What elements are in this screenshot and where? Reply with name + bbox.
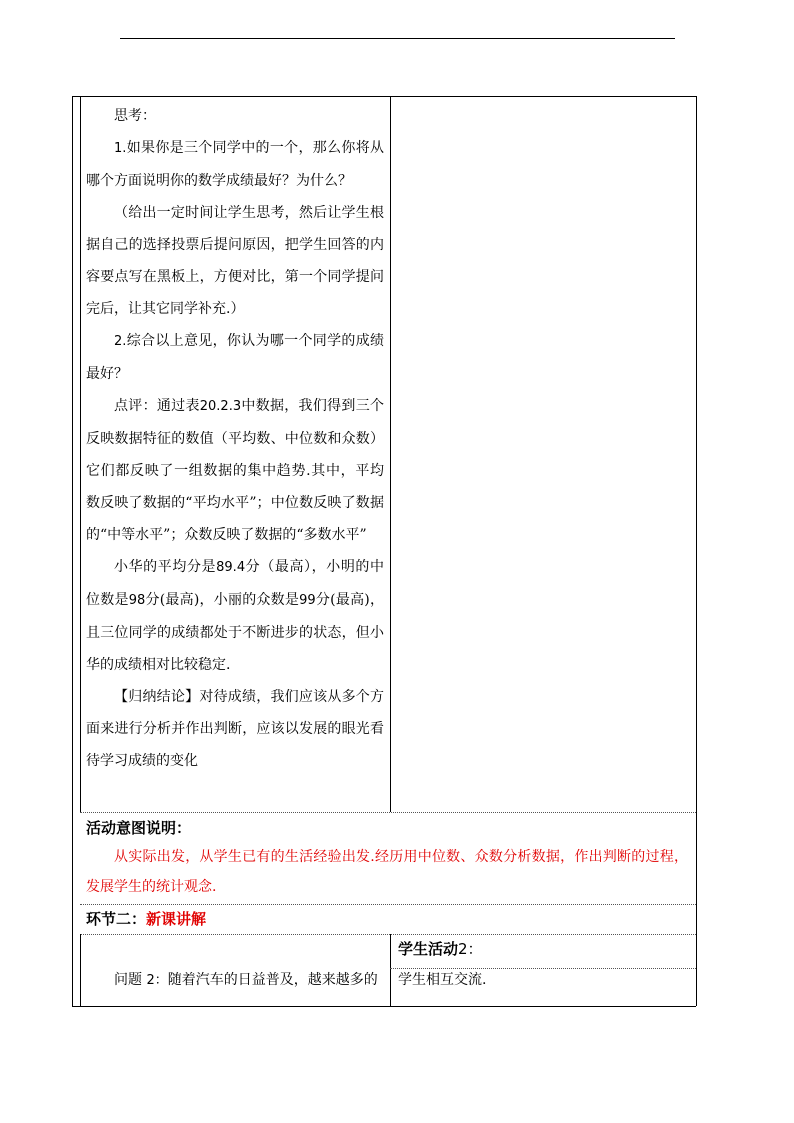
header-rule	[120, 38, 675, 39]
intent-title: 活动意图说明：	[86, 819, 192, 837]
problem-2: 问题 2：随着汽车的日益普及，越来越多的	[114, 972, 378, 988]
intent-text: 从实际出发，从学生已有的生活经验出发.经历用中位数、众数分析数据，作出判断的过程，发展学生的统计观念.	[86, 849, 688, 895]
think-label: 思考：	[114, 108, 156, 124]
table-left-border	[72, 96, 73, 1006]
student-activity-text: 学生相互交流.	[398, 972, 487, 988]
section2-heading: 环节二：新课讲解	[86, 910, 207, 928]
intent-bottom-dotted	[80, 904, 696, 905]
table-bottom-border	[72, 1006, 696, 1007]
left-cell	[86, 100, 384, 777]
table-top-border	[72, 96, 696, 97]
row1-bottom-dotted	[80, 812, 696, 813]
section2-bottom-dotted	[80, 934, 696, 935]
bottom-inner-left-border	[80, 934, 81, 1006]
row1-inner-left-border	[80, 96, 81, 812]
row1-right-border	[696, 96, 697, 812]
conclusion: 【归纳结论】对待成绩，我们应该从多个方面来进行分析并作出判断，应该以发展的眼光看待学习成绩的变化	[86, 689, 385, 769]
teacher-note: （给出一定时间让学生思考，然后让学生根据自己的选择投票后提问原因，把学生回答的内容要点写在黑板上，方便对比，第一个同学提问完后，让其它同学补充.）	[86, 205, 384, 317]
bottom-column-divider	[390, 934, 391, 1006]
comment-paragraph: 点评：通过表20.2.3中数据，我们得到三个反映数据特征的数值（平均数、中位数和众数）它们都反映了一组数据的集中趋势.其中，平均数反映了数据的“平均水平”；中位数反映了数据的“中等水平”；众数反映了数据的“多数水平”	[86, 398, 385, 543]
question-1: 1.如果你是三个同学中的一个，那么你将从哪个方面说明你的数学成绩最好？为什么？	[86, 140, 384, 189]
row1-column-divider	[390, 96, 391, 812]
student-activity-title: 学生活动2：	[398, 940, 483, 958]
score-summary: 小华的平均分是89.4分（最高），小明的中位数是98分(最高)，小丽的众数是99分(最高)，且三位同学的成绩都处于不断进步的状态，但小华的成绩相对比较稳定.	[86, 559, 385, 673]
lesson-table	[72, 96, 696, 1006]
question-2: 2.综合以上意见，你认为哪一个同学的成绩最好？	[86, 333, 384, 382]
